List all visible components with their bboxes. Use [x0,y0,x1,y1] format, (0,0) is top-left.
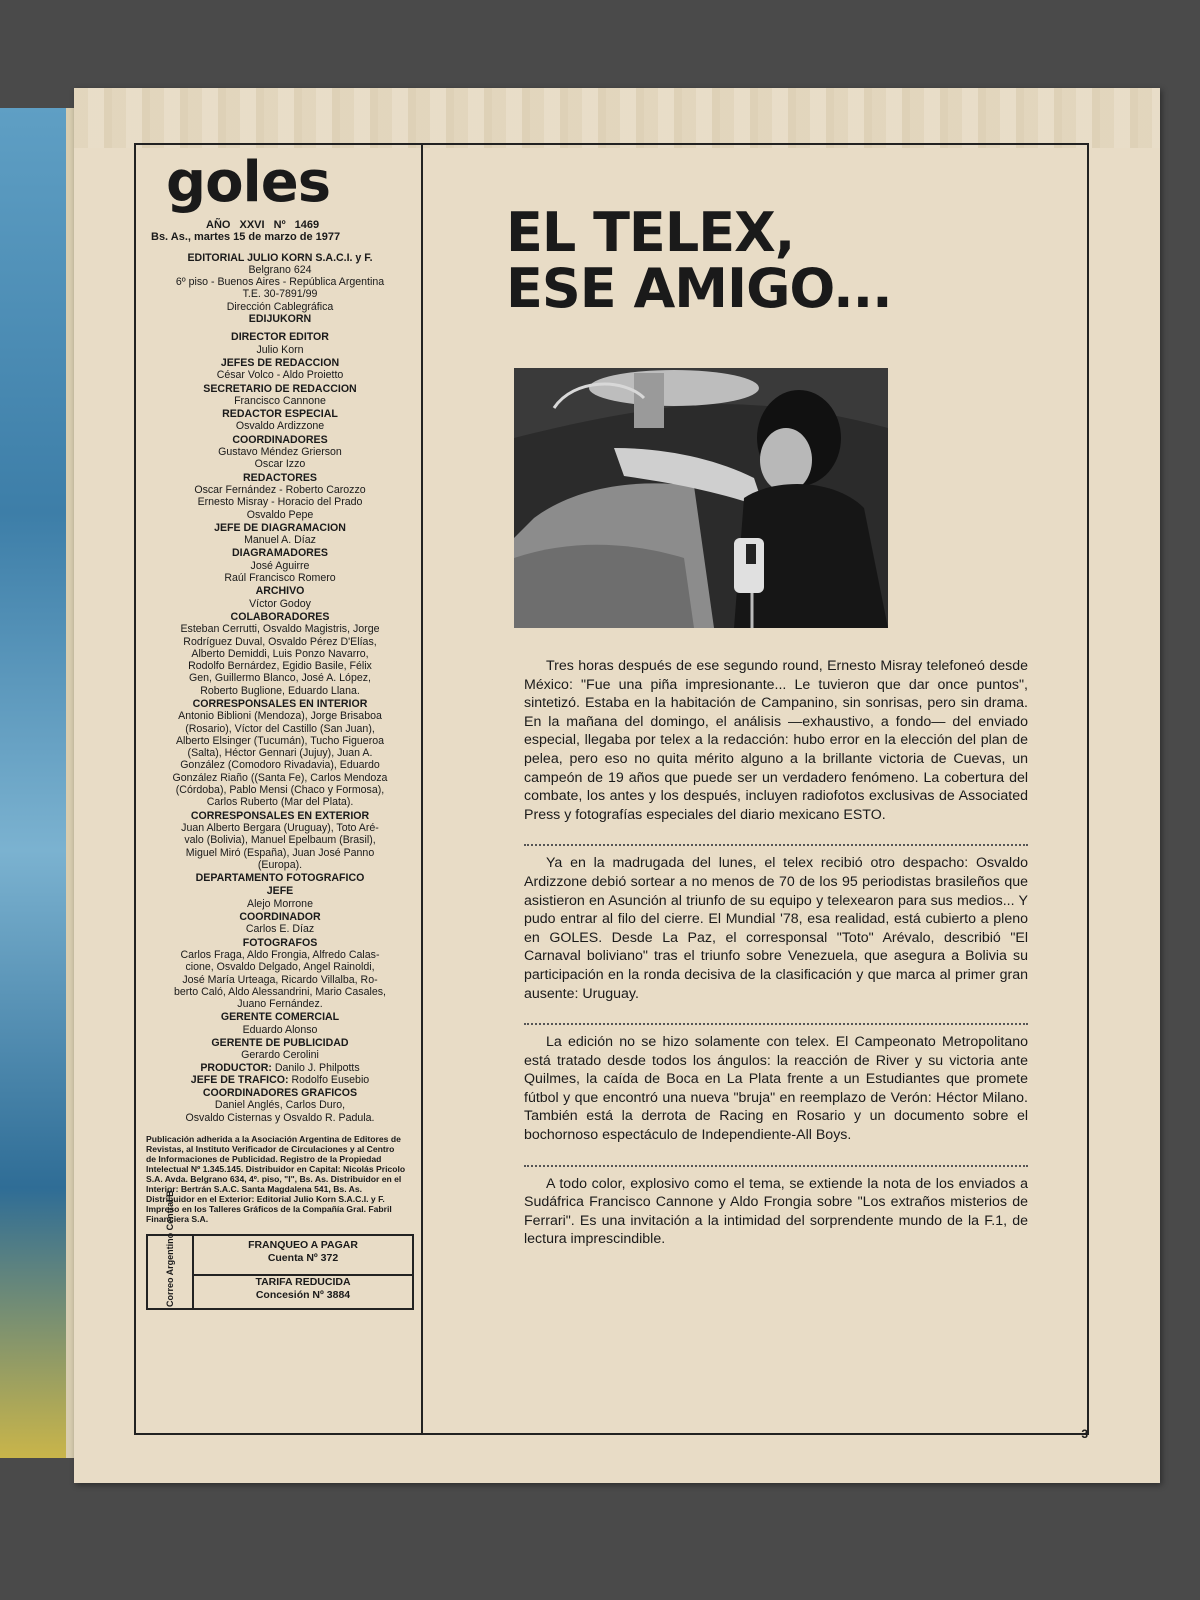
postage-side-text: Correo Argentino Central B [165,1190,175,1308]
article-headline [506,201,892,320]
issue-line [146,219,414,231]
staff-entry [146,1074,414,1086]
publisher-phone: T.E. 30-7891/99 [242,288,318,301]
staff-role: GERENTE DE PUBLICIDAD [211,1037,349,1049]
staff-role: COORDINADOR [239,911,321,924]
publisher-address-1: Belgrano 624 [248,263,312,276]
publisher-name: EDITORIAL JULIO KORN S.A.C.I. y F. [187,251,373,264]
staff-role: SECRETARIO DE REDACCION [203,382,357,395]
legal-small-print: Publicación adherida a la Asociación Argentina de Editores de Revistas, al Instituto Verificador de Circulaciones y al Centro de Informaciones de Publicidad. Registro de la Propiedad Intelectual Nº 1.345.145. Distribuidor en Capital: Nicolás Pricolo S.A. Avda. Belgrano 634, 4º. piso, "I", Bs. As. Distribuidor en el Interior: Bertrán S.A.C. Santa Magdalena 541, Bs. As. Distribuidor en el Exterior: Editorial Julio Korn S.A.C.I. y F. Impreso en los Talleres Gráficos de la Compañía Gral. Fabril Financiera S.A. [146,1134,406,1225]
staff-role: REDACTOR ESPECIAL [222,408,338,421]
article-body [524,657,1028,1249]
staff-role: JEFE DE DIAGRAMACION [214,521,346,534]
staff-role: JEFES DE REDACCION [220,356,340,369]
staff-role: CORRESPONSALES EN EXTERIOR [190,809,370,822]
staff-role: DIAGRAMADORES [232,547,328,560]
staff-entry [146,1062,414,1074]
staff-names: Carlos E. Díaz [245,923,315,936]
article-paragraph-3: La edición no se hizo solamente con telex. El Campeonato Metropolitano está tratado desde todos los ángulos: la reacción de River y su victoria ante Quilmes, la caída de Boca en La Plata frente a un Estudiantes que promete fútbol y que encontró una nueva "bruja" en reemplazo de Verón: Héctor Milano. También está la derrota de Racing en Rosario y un documento sobre el bochornoso espectáculo de Independiente-All Boys. [524,1034,1028,1144]
staff-role: COLABORADORES [230,610,330,623]
page-frame [134,143,1089,1435]
headline-line-2: ESE AMIGO... [506,257,892,320]
postage-bottom-line2: Concesión Nº 3884 [255,1289,351,1302]
publisher-cable-name: EDIJUKORN [248,313,312,326]
staff-names: Gerardo Cerolini [241,1049,319,1062]
goles-logo: goles [166,150,331,215]
staff-names: Daniel Anglés, Carlos Duro, Osvaldo Cisternas y Osvaldo R. Padula. [185,1099,375,1124]
postage-side [148,1190,194,1308]
staff-role: JEFE DE TRAFICO: [190,1073,289,1086]
staff-names: Eduardo Alonso [242,1023,318,1036]
staff-names: Antonio Biblioni (Mendoza), Jorge Brisaboa (Rosario), Víctor del Castillo (San Juan), Alberto Elsinger (Tucumán), Tucho Figueroa (Salta), Héctor Gennari (Jujuy), Juan A. González (Comodoro Rivadavia), Eduardo González Riaño ((Santa Fe), Carlos Mendoza (Córdoba), Pablo Mensi (Chaco y Formosa), Carlos Ruberto (Mar del Plata). [172,710,388,809]
staff-role: JEFE [266,885,294,898]
dotted-separator [524,828,1028,846]
postage-top [194,1236,412,1276]
publisher-address-2: 6º piso - Buenos Aires - República Argentina [175,276,385,289]
staff-role: PRODUCTOR: [200,1061,272,1074]
dotted-separator [524,1149,1028,1167]
staff-role: DEPARTAMENTO FOTOGRAFICO [195,872,365,885]
page-number: 3 [1081,1427,1088,1441]
staff-names: Alejo Morrone [247,897,313,910]
staff-role: COORDINADORES [232,433,328,446]
article-paragraph-1: Tres horas después de ese segundo round, Ernesto Misray telefoneó desde México: "Fue una piña impresionante... Le tuvieron que dar once puntos", sintetizó. Estaba en la habitación de Campanino, sin sonrisas, pero sin drama. En la mañana del domingo, el análisis —exhaustivo, a fondo— del enviado especial, llegaba por telex a la redacción: hubo error en la elección del plan de pelea, pero eso no quita mérito alguno a la brillante victoria de Cuevas, un campeón de 19 años que puede ser un verdadero fenómeno. La cobertura del combate, los antes y los después, incluyen radiofotos exclusivas de Associated Press y fotografías especiales del diario mexicano ESTO. [524,658,1028,823]
postage-top-line1: FRANQUEO A PAGAR [248,1239,358,1252]
article-paragraph-4: A todo color, explosivo como el tema, se extiende la nota de los enviados a Sudáfrica Francisco Cannone y Aldo Frongia sobre "Los extraños misterios de Ferrari". Es una invitación a la intimidad del sorprendente mundo de la F.1, de lectura imprescindible. [524,1175,1028,1248]
staff-names: José Aguirre Raúl Francisco Romero [224,559,336,585]
staff-role: FOTOGRAFOS [242,936,318,949]
staff-names: Osvaldo Ardizzone [235,420,325,433]
staff-names: Manuel A. Díaz [244,534,316,547]
issue-year: AÑO XXVI [206,219,265,231]
previous-page-cover-edge [0,108,78,1458]
staff-role: GERENTE COMERCIAL [220,1011,340,1024]
staff-names: César Volco - Aldo Proietto [216,369,344,382]
staff-names: Julio Korn [256,343,304,356]
boxer-photo [514,368,888,628]
staff-names: Víctor Godoy [249,597,311,610]
staff-names: Carlos Fraga, Aldo Frongia, Alfredo Calas- cione, Osvaldo Delgado, Angel Rainoldi, José María Urteaga, Ricardo Villalba, Ro- berto Caló, Aldo Alessandrini, Mario Casales, Juano Fernández. [174,948,386,1011]
column-divider [421,145,423,1433]
staff-names: Juan Alberto Bergara (Uruguay), Toto Aré- valo (Bolivia), Manuel Epelbaum (Brasil), Miguel Miró (España), Juan José Panno (Europa). [181,821,379,871]
publisher-cable-label: Dirección Cablegráfica [226,300,334,313]
postage-bottom [194,1273,412,1311]
staff-names: Danilo J. Philpotts [274,1061,360,1074]
dotted-separator [524,1007,1028,1025]
boxer-photo-illustration [514,368,888,628]
masthead-column [146,150,414,1310]
magazine-page [74,88,1160,1483]
staff-names: Gustavo Méndez Grierson Oscar Izzo [218,446,342,471]
staff-names: Esteban Cerrutti, Osvaldo Magistris, Jorge Rodríguez Duval, Osvaldo Pérez D'Elías, Alberto Demiddi, Luis Ponzo Navarro, Rodolfo Bernárdez, Egidio Basile, Félix Gen, Guillermo Blanco, José A. López, Roberto Buglione, Eduardo Llana. [180,623,380,697]
postage-top-line2: Cuenta Nº 372 [267,1252,339,1265]
headline-line-1: EL TELEX, [506,201,795,264]
staff-role: COORDINADORES GRAFICOS [202,1087,358,1100]
staff-role: DIRECTOR EDITOR [231,331,329,344]
postage-bottom-line1: TARIFA REDUCIDA [255,1276,351,1289]
article-paragraph-2: Ya en la madrugada del lunes, el telex recibió otro despacho: Osvaldo Ardizzone debió sortear a no menos de 70 de los 95 periodistas brasileños que asistieron en Asunción al triunfo de su equipo y telexearon para sus medios... Y pudo entrar al filo del cierre. El Mundial '78, esa realidad, está cubierto a pleno en GOLES. Desde La Paz, el corresponsal "Toto" Arévalo, describió "El Carnaval boliviano" tras el triunfo sobre Venezuela, que asegura a Bolivia su participación en la ronda decisiva de la clasificación y que marca al primer gran ausente: Uruguay. [524,855,1028,1002]
postage-box [146,1190,414,1310]
issue-date: Bs. As., martes 15 de marzo de 1977 [151,231,341,244]
staff-role: ARCHIVO [255,585,305,598]
staff-role: REDACTORES [243,471,317,484]
staff-names: Francisco Cannone [234,394,326,407]
staff-role: CORRESPONSALES EN INTERIOR [192,697,368,710]
issue-number: Nº 1469 [273,219,320,231]
staff-names: Rodolfo Eusebio [291,1073,370,1086]
staff-names: Oscar Fernández - Roberto Carozzo Ernesto Misray - Horacio del Prado Osvaldo Pepe [194,483,366,521]
staff-list [146,331,414,1124]
